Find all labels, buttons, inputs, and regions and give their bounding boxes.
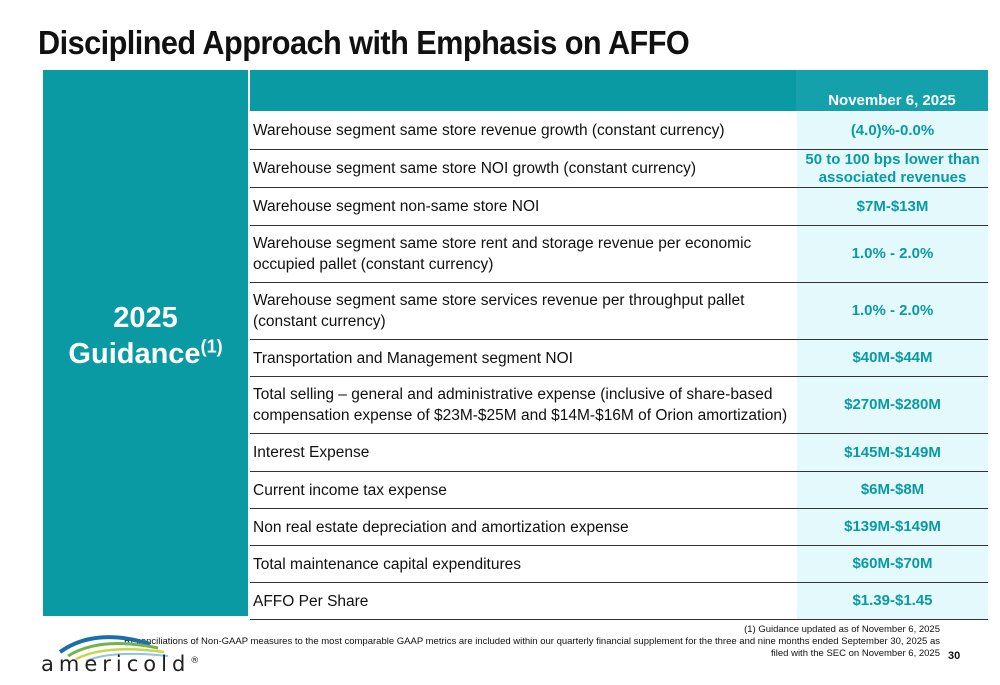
row-value: $60M-$70M xyxy=(796,546,988,582)
table-row xyxy=(250,340,988,377)
row-value: $145M-$149M xyxy=(796,434,988,471)
row-value: $139M-$149M xyxy=(796,509,988,545)
row-value: 50 to 100 bps lower than associated revenues xyxy=(796,150,988,187)
row-metric: Transportation and Management segment NOI xyxy=(253,349,573,367)
table-row xyxy=(250,434,988,472)
row-value: $270M-$280M xyxy=(796,377,988,433)
table-row xyxy=(250,226,988,283)
table-row xyxy=(250,509,988,546)
slide-title: Disciplined Approach with Emphasis on AFFO xyxy=(38,24,690,61)
guidance-label xyxy=(43,300,248,372)
footnote-reconciliation-line2: filed with the SEC on November 6, 2025 xyxy=(771,648,940,659)
guidance-word: Guidance xyxy=(68,338,201,370)
row-value: 1.0% - 2.0% xyxy=(796,283,988,339)
page-number: 30 xyxy=(948,650,961,662)
footnote-reconciliation-line1: Reconciliations of Non-GAAP measures to the most comparable GAAP metrics are included within our quarterly financial supplement for the three and nine months ended September 30, 2025 as xyxy=(123,636,940,647)
row-metric: Current income tax expense xyxy=(253,481,447,499)
row-value: $40M-$44M xyxy=(796,340,988,376)
table-row xyxy=(250,546,988,583)
logo-wordmark: americold® xyxy=(41,652,200,676)
row-metric: AFFO Per Share xyxy=(253,592,369,610)
footnote-guidance-date: (1) Guidance updated as of November 6, 2025 xyxy=(744,624,940,635)
guidance-table xyxy=(250,112,988,620)
table-row xyxy=(250,472,988,509)
column-header-date: November 6, 2025 xyxy=(828,92,956,109)
table-row xyxy=(250,150,988,188)
row-metric: Warehouse segment same store rent and storage revenue per economic occupied pallet (constant currency) xyxy=(253,235,752,273)
guidance-word-line xyxy=(43,336,248,372)
row-metric: Warehouse segment same store NOI growth (constant currency) xyxy=(253,160,697,177)
row-metric: Total selling – general and administrative expense (inclusive of share-based compensation expense of $23M-$25M and $14M-$16M of Orion amortization) xyxy=(253,386,788,424)
table-row xyxy=(250,583,988,620)
row-metric: Non real estate depreciation and amortization expense xyxy=(253,518,629,536)
row-value: 1.0% - 2.0% xyxy=(796,226,988,282)
guidance-year: 2025 xyxy=(113,302,178,334)
table-row xyxy=(250,188,988,226)
row-value: $7M-$13M xyxy=(796,188,988,225)
guidance-superscript: (1) xyxy=(200,336,223,357)
row-value: $6M-$8M xyxy=(796,472,988,508)
row-metric: Warehouse segment same store revenue growth (constant currency) xyxy=(253,122,725,139)
table-row xyxy=(250,283,988,340)
row-metric: Warehouse segment non-same store NOI xyxy=(253,198,540,215)
row-value: $1.39-$1.45 xyxy=(796,583,988,619)
table-row xyxy=(250,112,988,150)
row-metric: Interest Expense xyxy=(253,444,370,461)
row-metric: Total maintenance capital expenditures xyxy=(253,555,521,573)
row-value: (4.0)%-0.0% xyxy=(796,112,988,149)
table-row xyxy=(250,377,988,434)
row-metric: Warehouse segment same store services revenue per throughput pallet (constant currency) xyxy=(253,292,745,330)
